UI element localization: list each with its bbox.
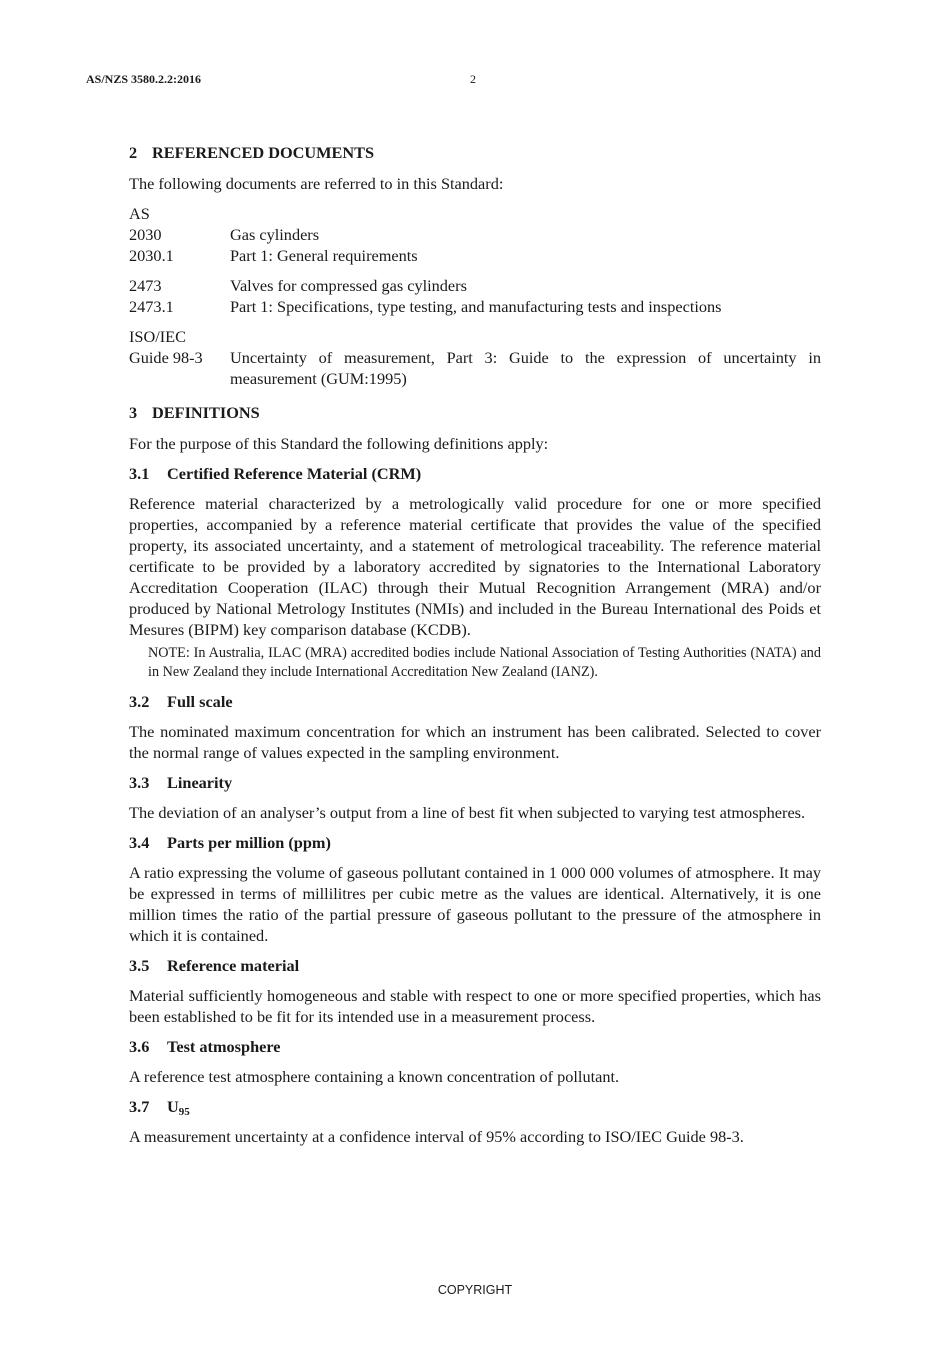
definition-3-1-heading [129,463,821,484]
clause-number: 3.7 [129,1097,150,1116]
ref-item [129,347,821,389]
definition-3-5-text: Material sufficiently homogeneous and stable with respect to one or more specified properties, which has been established to be fit for its intended use in a measurement process. [129,986,821,1026]
ref-code: 2030 [129,225,162,244]
ref-title: Gas cylinders [230,225,320,244]
ref-code: Guide 98-3 [129,348,203,367]
clause-number: 3.1 [129,464,150,483]
clause-number: 3.2 [129,692,150,711]
section-title: REFERENCED DOCUMENTS [152,143,375,162]
standard-designation: AS/NZS 3580.2.2:2016 [86,72,202,86]
ref-group-as: AS [129,204,150,223]
section-3-heading [129,402,821,423]
definition-3-6-text: A reference test atmosphere containing a known concentration of pollutant. [129,1067,620,1086]
section-title: DEFINITIONS [152,403,260,422]
clause-number: 3.5 [129,956,150,975]
section-number: 2 [129,143,138,162]
section-3-intro: For the purpose of this Standard the following definitions apply: [129,434,549,453]
clause-title: Parts per million (ppm) [167,833,331,852]
clause-number: 3.4 [129,833,150,852]
clause-title: Certified Reference Material (CRM) [167,464,422,483]
ref-item [129,245,821,266]
section-2-heading [129,142,821,163]
definition-3-5-heading [129,955,821,976]
clause-number: 3.3 [129,773,150,792]
definition-3-1-text: Reference material characterized by a metrologically valid procedure for one or more specified properties, accompanied by a reference material certificate that provides the value of the specified property, its associated uncertainty, and a statement of metrological traceability. The reference material certificate to be provided by a laboratory accredited by signatories to the International Laboratory Accreditation Cooperation (ILAC) through their Mutual Recognition Arrangement (MRA) and/or produced by National Metrology Institutes (NMIs) and included in the Bureau International des Poids et Mesures (BIPM) key comparison database (KCDB). [129,494,821,639]
definition-3-7-heading [129,1096,821,1117]
ref-code: 2473.1 [129,297,174,316]
ref-code: 2473 [129,276,162,295]
ref-code: 2030.1 [129,246,174,265]
definition-3-4-heading [129,832,821,853]
ref-item [129,296,821,317]
ref-group-iso: ISO/IEC [129,327,186,346]
section-number: 3 [129,403,138,422]
ref-title: Part 1: General requirements [230,246,418,265]
clause-title-subscript: 95 [178,1106,190,1118]
clause-title: Test atmosphere [167,1037,281,1056]
copyright-footer: COPYRIGHT [437,1283,513,1297]
clause-title: U [167,1097,179,1116]
clause-number: 3.6 [129,1037,150,1056]
clause-title: Linearity [167,773,233,792]
clause-title: Reference material [167,956,300,975]
definition-3-2-text: The nominated maximum concentration for which an instrument has been calibrated. Selected to cover the normal range of values expected in the sampling environment. [129,722,821,762]
clause-title: Full scale [167,692,233,711]
ref-item [129,224,821,245]
definition-3-6-heading [129,1036,821,1057]
definition-3-7-text: A measurement uncertainty at a confidence interval of 95% according to ISO/IEC Guide 98-3. [129,1127,744,1146]
definition-3-2-heading [129,691,821,712]
ref-title: Uncertainty of measurement, Part 3: Guide to the expression of uncertainty in measurement (GUM:1995) [230,348,821,388]
ref-title: Valves for compressed gas cylinders [230,276,467,295]
ref-item [129,275,821,296]
definition-3-4-text: A ratio expressing the volume of gaseous pollutant contained in 1 000 000 volumes of atmosphere. It may be expressed in terms of millilitres per cubic metre as the values are identical. Alternatively, it is one million times the ratio of the partial pressure of gaseous pollutant to the pressure of the atmosphere in which it is contained. [129,863,821,945]
definition-3-1-note: NOTE: In Australia, ILAC (MRA) accredited bodies include National Association of Testing Authorities (NATA) and in New Zealand they include International Accreditation New Zealand (IANZ). [148,645,821,680]
definition-3-3-text: The deviation of an analyser’s output from a line of best fit when subjected to varying test atmospheres. [129,803,806,822]
section-2-intro: The following documents are referred to in this Standard: [129,174,504,193]
page-number: 2 [470,72,476,86]
ref-title: Part 1: Specifications, type testing, and manufacturing tests and inspections [230,297,722,316]
document-body [129,142,821,1156]
definition-3-3-heading [129,772,821,793]
